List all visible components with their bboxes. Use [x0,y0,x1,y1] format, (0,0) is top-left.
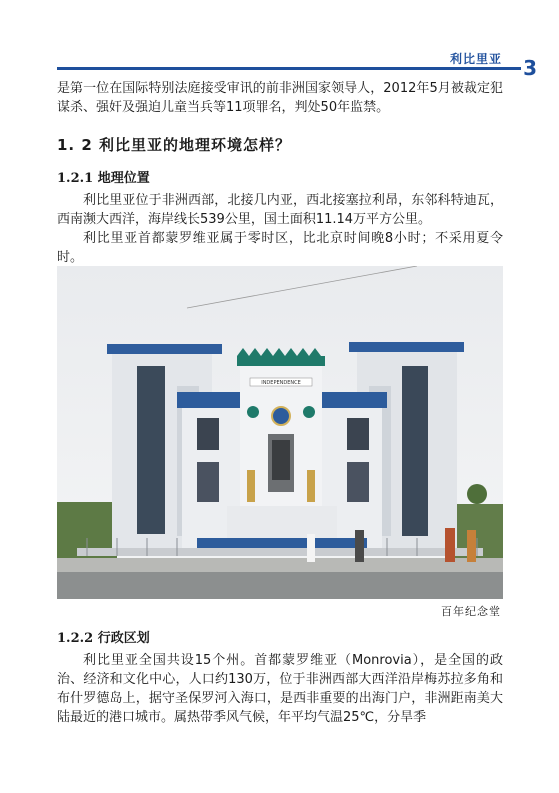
subsection-heading-location: 1.2.1 地理位置 [57,171,150,186]
photo-caption: 百年纪念堂 [441,605,501,618]
running-header-title: 利比里亚 [449,52,502,66]
paragraph: 利比里亚首都蒙罗维亚属于零时区，比北京时间晚8小时；不采用夏令时。 [57,231,503,265]
photo-sign-text: INDEPENDENCE [261,380,301,386]
paragraph: 利比里亚全国共设15个州。首都蒙罗维亚（Monrovia），是全国的政治、经济和文化中心，人口约130万，位于非洲西部大西洋沿岸梅苏拉多角和布什罗德岛上，据守圣保罗河入海口，是西非重要的出海门户，非洲距南美大陆最近的港口城市。属热带季风气候，年平均气温25℃，分旱季 [57,653,503,725]
section-heading: 1. 2 利比里亚的地理环境怎样？ [57,136,292,154]
header-rule [57,67,521,70]
page-number: 3 [523,56,537,80]
subsection-heading-administration: 1.2.2 行政区划 [57,631,150,646]
centennial-hall-photo [57,266,503,599]
paragraph: 是第一位在国际特别法庭接受审讯的前非洲国家领导人，2012年5月被裁定犯谋杀、强奸及强迫儿童当兵等11项罪名，判处50年监禁。 [57,81,503,115]
paragraph: 利比里亚位于非洲西部，北接几内亚，西北接塞拉利昂，东邻科特迪瓦，西南濒大西洋，海岸线长539公里，国土面积11.14万平方公里。 [57,193,503,227]
